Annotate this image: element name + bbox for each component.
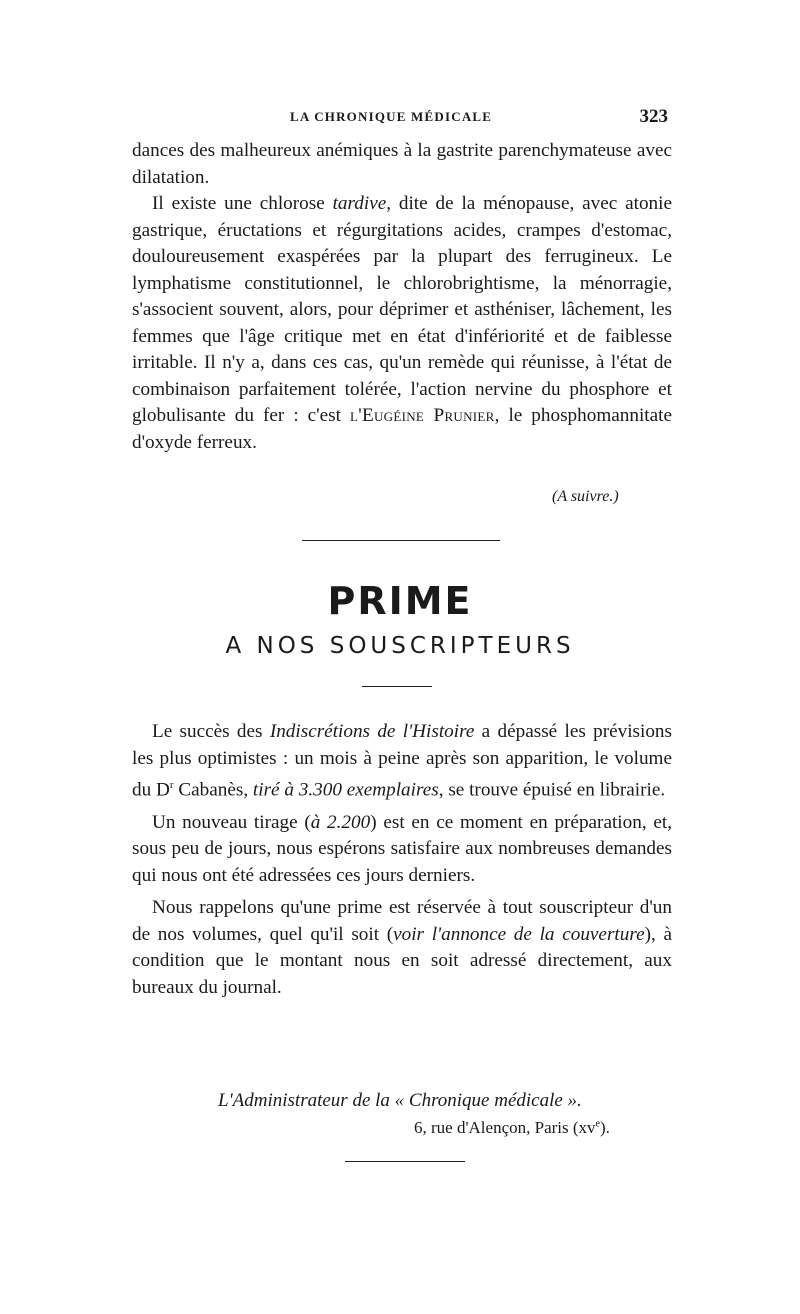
para2-text-b: , dite de la ménopause, avec atonie gastrique, éructations et régurgitations acides, crampes d'estomac, douloureusement exaspérées par la plupart des ferrugineux. Le lymphatisme constitutionnel, le chlorobrightisme, la ménorragie, s'associent souvent, alors, pour déprimer et asthéniser, lâchement, les femmes que l'âge critique met en état d'infériorité et de faiblesse irritable. Il n'y a, dans ces cas, qu'un remède qui réunisse, à l'état de combinaison parfaitement tolérée, l'action nervine du phosphore et globulisante du fer : c'est bbox=[132, 193, 672, 426]
see-cover-note: voir l'annonce de la couverture bbox=[393, 923, 645, 945]
notice-p2-a: Un nouveau tirage ( bbox=[152, 811, 311, 833]
notice-p1-b: a dépassé les prévisions les plus optimistes : un mois à peine après son apparition, le volume du D bbox=[132, 721, 672, 801]
to-be-continued: (A suivre.) bbox=[552, 488, 619, 505]
notice-paragraph-3 bbox=[132, 895, 672, 1001]
article-body bbox=[132, 138, 672, 456]
notice-title: PRIME bbox=[327, 579, 473, 623]
notice-p1-d: , se trouve épuisé en librairie. bbox=[438, 779, 666, 801]
notice-p3-b: ), à condition que le montant nous en soit adressé directement, aux bureaux du journal. bbox=[132, 923, 672, 998]
new-print-run: à 2.200 bbox=[310, 811, 371, 833]
address-superscript: e bbox=[595, 1118, 600, 1130]
notice-paragraph-2 bbox=[132, 810, 672, 890]
subtitle-divider bbox=[362, 686, 432, 687]
section-divider bbox=[302, 540, 500, 541]
dr-superscript: r bbox=[169, 779, 174, 791]
notice-p2-b: ) est en ce moment en préparation, et, sous peu de jours, nous espérons satisfaire aux nombreuses demandes qui nous ont été adressées ces jours derniers. bbox=[132, 811, 672, 886]
print-run: tiré à 3.300 exemplaires bbox=[252, 779, 439, 801]
address-text-b: ). bbox=[599, 1118, 610, 1137]
journal-title: LA CHRONIQUE MÉDICALE bbox=[290, 109, 493, 124]
page-number: 323 bbox=[639, 106, 668, 127]
closing-divider bbox=[345, 1161, 465, 1162]
para2-text-a: Il existe une chlorose bbox=[152, 193, 333, 214]
tardive-term: tardive bbox=[332, 193, 387, 214]
notice-p1-a: Le succès des bbox=[152, 721, 270, 742]
address-text-a: 6, rue d'Alençon, Paris (xv bbox=[414, 1118, 596, 1137]
notice-p1-c: Cabanès, bbox=[173, 779, 253, 801]
notice-subtitle: A NOS SOUSCRIPTEURS bbox=[225, 633, 575, 659]
book-title: Indiscrétions de l'Histoire bbox=[269, 721, 475, 742]
administrator-signature: L'Administrateur de la « Chronique médicale ». bbox=[218, 1090, 582, 1111]
journal-address bbox=[414, 1118, 610, 1138]
running-head bbox=[290, 106, 668, 130]
product-name: l'Eugéine Prunier bbox=[349, 405, 495, 426]
article-paragraph-1 bbox=[132, 138, 672, 191]
notice-p3-a: Nous rappelons qu'une prime est réservée à tout souscripteur d'un de nos volumes, quel qu'il soit ( bbox=[132, 897, 672, 945]
article-paragraph-2 bbox=[132, 191, 672, 456]
notice-paragraph-1 bbox=[132, 719, 672, 804]
notice-body bbox=[132, 719, 672, 1001]
para2-text-c: , le phosphomannitate d'oxyde ferreux. bbox=[132, 405, 672, 453]
article-paragraph-1-text: dances des malheureux anémiques à la gastrite parenchymateuse avec dilatation. bbox=[132, 140, 672, 188]
